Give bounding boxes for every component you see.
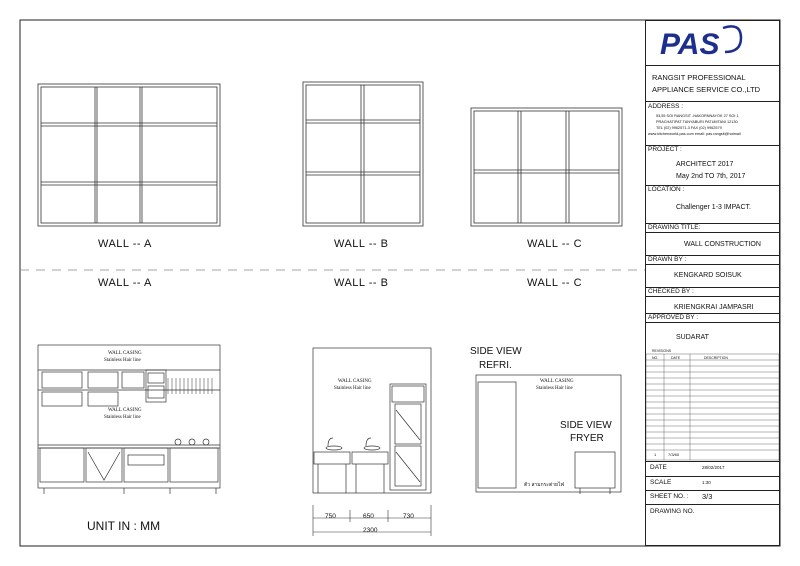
side-view-refri-line2: REFRI. — [479, 360, 512, 371]
rev-header-description: DESCRIPTION — [704, 356, 728, 360]
tb-divider — [646, 232, 779, 233]
wall-c-panels — [471, 108, 622, 226]
casing-a-mid-line1: WALL CASING — [108, 408, 142, 413]
casing-c-line1: WALL CASING — [540, 379, 574, 384]
dim-650: 650 — [363, 513, 374, 520]
drawing-title-label: DRAWING TITLE: — [648, 224, 701, 231]
address-line3: TEL (02) 9962571-3 FAX (02) 9962579 — [656, 126, 722, 130]
tb-divider — [646, 504, 779, 505]
address-line2: PRACHATIPAT TANYABURI PATUMTANI 12130 — [656, 120, 738, 124]
wall-b-label-bottom: WALL -- B — [334, 277, 389, 289]
wall-a-label-bottom: WALL -- A — [98, 277, 152, 289]
project-label: PROJECT : — [648, 146, 682, 153]
revisions-label: REVISIONS — [652, 349, 672, 353]
address-line4: www.kitchenworld-pas.com email: pas.rangsit@hotmail — [648, 132, 741, 136]
tb-divider — [646, 490, 779, 491]
rev-row-date: 7/3/60 — [668, 452, 680, 457]
side-view-refri-line1: SIDE VIEW — [470, 346, 522, 357]
side-view-fryer-line1: SIDE VIEW — [560, 420, 612, 431]
approved-by-value: SUDARAT — [676, 334, 709, 341]
company-line1: RANGSIT PROFESSIONAL — [652, 73, 746, 82]
checked-by-value: KRIENGKRAI JAMPASRI — [674, 304, 754, 311]
date-value: 28/02/2017 — [702, 465, 725, 470]
casing-b-line1: WALL CASING — [338, 379, 372, 384]
project-line1: ARCHITECT 2017 — [676, 161, 734, 168]
dim-total: 2300 — [363, 527, 378, 534]
unit-label: UNIT IN : MM — [87, 519, 161, 533]
date-label: DATE — [650, 464, 667, 471]
rev-row-no: 1 — [654, 452, 657, 457]
checked-by-label: CHECKED BY : — [648, 288, 694, 295]
casing-b-line2: Stainless Hair line — [334, 386, 371, 391]
drawn-by-label: DRAWN BY : — [648, 256, 687, 263]
logo-text: PAS — [660, 28, 720, 61]
title-block — [645, 20, 780, 546]
wall-c-label-bottom: WALL -- C — [527, 277, 583, 289]
dim-750: 750 — [325, 513, 336, 520]
wall-a-label-top: WALL -- A — [98, 238, 152, 250]
tb-divider — [646, 101, 779, 102]
location-label: LOCATION : — [648, 186, 685, 193]
side-view-fryer-line2: FRYER — [570, 433, 604, 444]
casing-a-top-line1: WALL CASING — [108, 351, 142, 356]
approved-by-label: APPROVED BY : — [648, 314, 699, 321]
elevation-b-kitchen — [313, 348, 431, 493]
scale-label: SCALE — [650, 479, 672, 486]
drawing-title-value: WALL CONSTRUCTION — [684, 241, 761, 248]
tb-divider — [646, 264, 779, 265]
wall-b-panels — [303, 82, 423, 226]
wall-c-label-top: WALL -- C — [527, 238, 583, 250]
project-line2: May 2nd TO 7th, 2017 — [676, 173, 746, 180]
location-value: Challenger 1-3 IMPACT. — [676, 204, 751, 211]
scale-value: 1:30 — [702, 480, 711, 485]
tb-divider — [646, 461, 779, 462]
wall-a-panels — [38, 84, 220, 226]
drawn-by-value: KENGKARD SOISUK — [674, 272, 742, 279]
tb-divider — [646, 322, 779, 323]
address-line1: 53,55 SOI RANGSIT -NAKORNNAYOK 27 SOI 1 — [656, 114, 739, 118]
drawing-no-label: DRAWING NO. — [650, 508, 695, 515]
casing-c-line2: Stainless Hair line — [536, 386, 573, 391]
tb-divider — [646, 65, 779, 66]
casing-a-top-line2: Stainless Hair line — [104, 358, 141, 363]
thai-note: ตัว สามกระต่ายไฟ — [524, 482, 565, 488]
dim-730: 730 — [403, 513, 414, 520]
rev-header-date: DATE — [671, 356, 681, 360]
tb-divider — [646, 296, 779, 297]
casing-a-mid-line2: Stainless Hair line — [104, 415, 141, 420]
company-line2: APPLIANCE SERVICE CO.,LTD — [652, 85, 761, 94]
sheet-no-label: SHEET NO. : — [650, 493, 689, 500]
sheet-no-value: 3/3 — [702, 492, 713, 501]
wall-b-label-top: WALL -- B — [334, 238, 389, 250]
address-label: ADDRESS : — [648, 103, 684, 110]
rev-header-no: NO. — [652, 356, 659, 360]
tb-divider — [646, 476, 779, 477]
